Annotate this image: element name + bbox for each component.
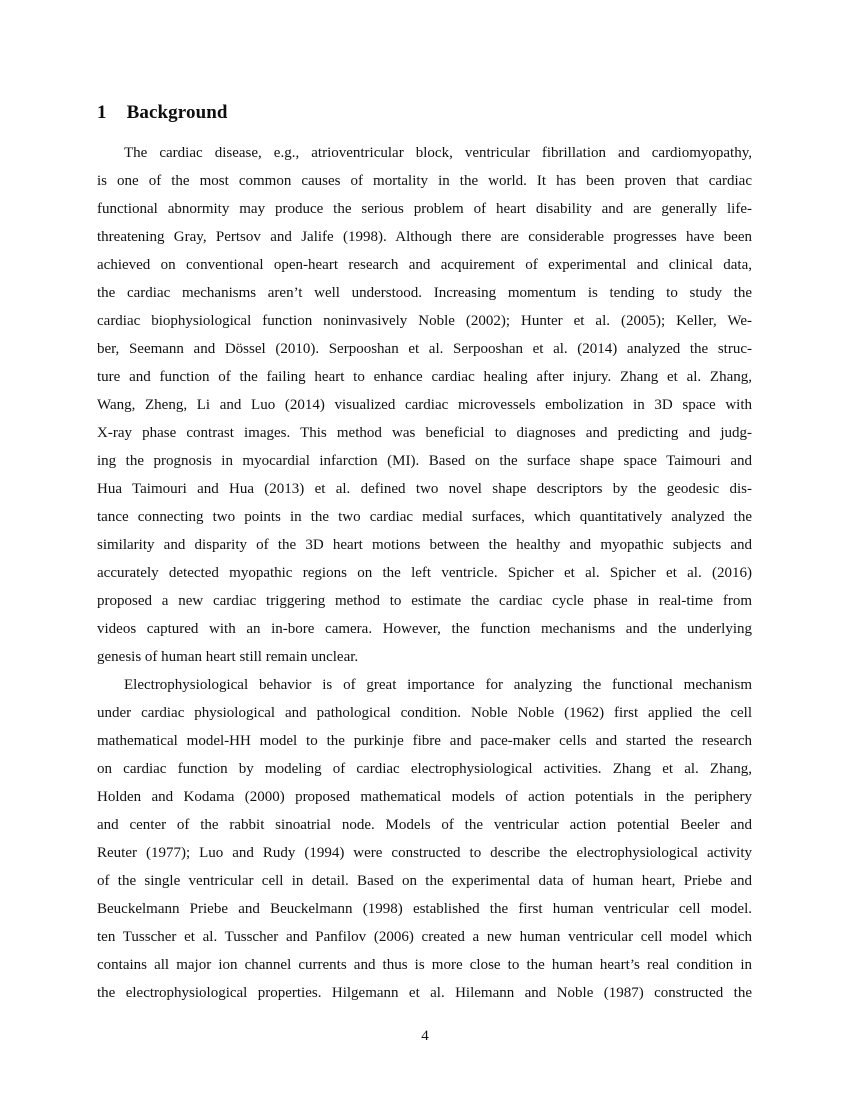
text-line: proposed a new cardiac triggering method to estimate the cardiac cycle phase in real-time from [97,593,752,609]
paragraph [97,139,752,671]
text-line: ture and function of the failing heart to enhance cardiac healing after injury. Zhang et al. Zhang, [97,369,752,385]
text-line: ten Tusscher et al. Tusscher and Panfilov (2006) created a new human ventricular cell model which [97,929,752,945]
text-line: tance connecting two points in the two cardiac medial surfaces, which quantitatively analyzed the [97,509,752,525]
text-line: X-ray phase contrast images. This method was beneficial to diagnoses and predicting and judg- [97,425,752,441]
text-line: Reuter (1977); Luo and Rudy (1994) were constructed to describe the electrophysiological activity [97,845,752,861]
text-line: Wang, Zheng, Li and Luo (2014) visualized cardiac microvessels embolization in 3D space with [97,397,752,413]
text-line: functional abnormity may produce the serious problem of heart disability and are generally life- [97,201,752,217]
text-line: under cardiac physiological and pathological condition. Noble Noble (1962) first applied the cell [97,705,752,721]
text-line: is one of the most common causes of mortality in the world. It has been proven that cardiac [97,173,752,189]
text-line: Hua Taimouri and Hua (2013) et al. defined two novel shape descriptors by the geodesic dis- [97,481,752,497]
section-number: 1 [97,102,107,123]
body-text [97,139,752,1007]
section-title: Background [126,102,228,123]
text-line: genesis of human heart still remain unclear. [97,649,359,665]
text-line: Beuckelmann Priebe and Beuckelmann (1998) established the first human ventricular cell model. [97,901,752,917]
text-line: mathematical model-HH model to the purkinje fibre and pace-maker cells and started the research [97,733,752,749]
page-number: 4 [421,1028,429,1044]
text-line: Holden and Kodama (2000) proposed mathematical models of action potentials in the periphery [97,789,752,805]
text-line: cardiac biophysiological function noninvasively Noble (2002); Hunter et al. (2005); Keller, We- [97,313,752,329]
page-content [97,101,752,1007]
text-line: The cardiac disease, e.g., atrioventricular block, ventricular fibrillation and cardiomyopathy, [124,145,752,161]
text-line: accurately detected myopathic regions on the left ventricle. Spicher et al. Spicher et al. (2016) [97,565,752,581]
text-line: of the single ventricular cell in detail. Based on the experimental data of human heart, Priebe and [97,873,752,889]
text-line: and center of the rabbit sinoatrial node. Models of the ventricular action potential Beeler and [97,817,752,833]
section-heading [97,101,752,125]
text-line: achieved on conventional open-heart research and acquirement of experimental and clinical data, [97,257,752,273]
text-line: Electrophysiological behavior is of great importance for analyzing the functional mechanism [124,677,752,693]
text-line: ing the prognosis in myocardial infarction (MI). Based on the surface shape space Taimouri and [97,453,752,469]
text-line: videos captured with an in-bore camera. However, the function mechanisms and the underlying [97,621,752,637]
text-line: contains all major ion channel currents and thus is more close to the human heart’s real condition in [97,957,752,973]
text-line: the electrophysiological properties. Hilgemann et al. Hilemann and Noble (1987) constructed the [97,985,752,1001]
paragraph [97,671,752,1007]
text-line: similarity and disparity of the 3D heart motions between the healthy and myopathic subjects and [97,537,752,553]
text-line: the cardiac mechanisms aren’t well understood. Increasing momentum is tending to study the [97,285,752,301]
text-line: threatening Gray, Pertsov and Jalife (1998). Although there are considerable progresses have been [97,229,752,245]
text-line: ber, Seemann and Dössel (2010). Serpooshan et al. Serpooshan et al. (2014) analyzed the struc- [97,341,752,357]
text-line: on cardiac function by modeling of cardiac electrophysiological activities. Zhang et al. Zhang, [97,761,752,777]
